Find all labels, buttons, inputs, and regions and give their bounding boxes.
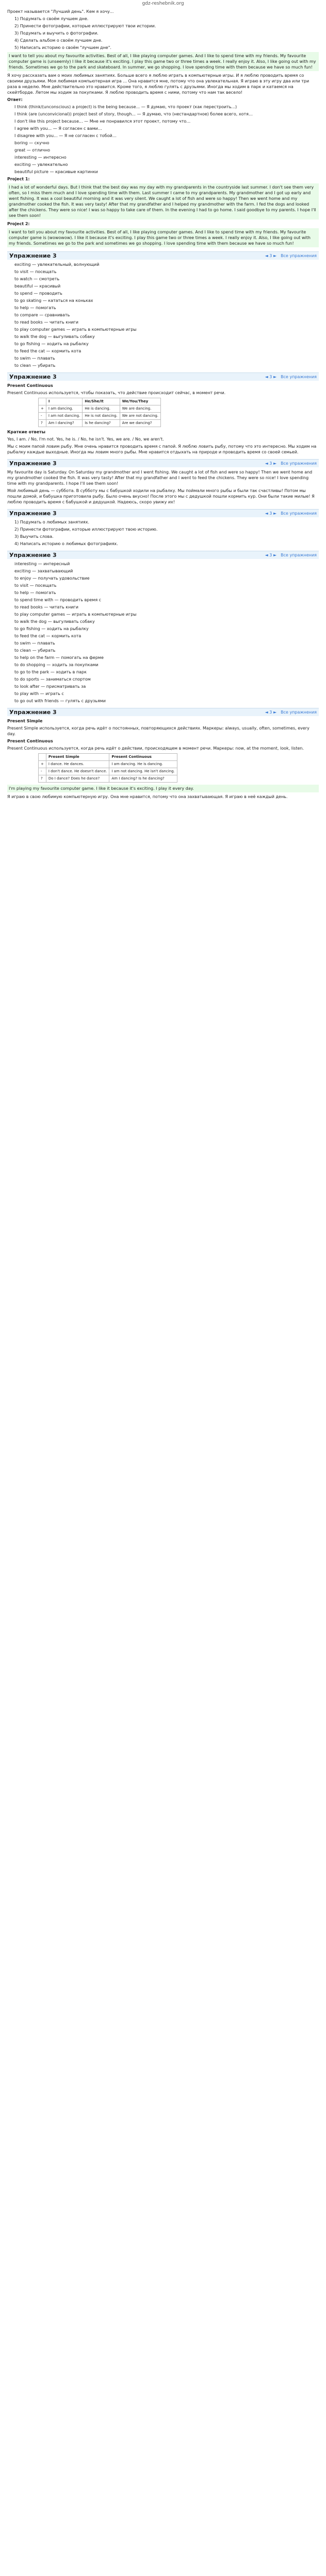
table-cell: I am not dancing. — [46, 413, 82, 420]
plan-item: 5) Написать историю о своём "лучшем дне". — [14, 45, 111, 50]
pagination[interactable]: ◄ 3 ► — [265, 461, 277, 466]
exercise-header — [7, 551, 319, 559]
exercise-header — [7, 459, 319, 467]
word-item: to spend time with — проводить время с — [14, 598, 102, 602]
word-item: to play with — играть с — [14, 691, 64, 696]
dialog-line: beautiful picture — красивые картинки — [14, 170, 98, 174]
word-item: to read books — читать книги — [14, 605, 78, 609]
project2-title: Project 2: — [7, 222, 30, 226]
list-item: 3) Выучить слова. — [14, 534, 54, 539]
word-item: to visit — посещать — [14, 269, 57, 274]
word-item: to help — помогать — [14, 306, 56, 310]
plan-list — [7, 16, 319, 50]
exercise-header — [7, 251, 319, 260]
pagination[interactable]: ◄ 3 ► — [265, 553, 277, 557]
pagination[interactable]: ◄ 3 ► — [265, 375, 277, 379]
table-header — [39, 398, 46, 405]
word-item: to walk the dog — выгуливать собаку — [14, 334, 95, 339]
word-item: to swim — плавать — [14, 356, 55, 361]
table-cell: I am dancing. He is dancing. — [109, 761, 177, 768]
table-cell: - — [39, 413, 46, 420]
table-cell: Do I dance? Does he dance? — [46, 775, 109, 783]
dialog-line: I disagree with you... — Я не согласен с тобой… — [14, 133, 117, 138]
table-cell: He is not dancing. — [83, 413, 120, 420]
word-item: to go skating — кататься на коньках — [14, 298, 93, 303]
dialog-line: boring — скучно — [14, 141, 50, 145]
pagination[interactable]: ◄ 3 ► — [265, 511, 277, 516]
story2-en: My favourite day is Saturday. On Saturday my grandmother and I went fishing. We caught a lot of fish and were so happy! Then we went home and my grandmother cooked the fish. It was very tasty! After that my grandfather and I went to feed the chickens. They were so nice! I love spending time with my grandparents. I hope I'll see them soon! — [7, 470, 313, 486]
table-row — [39, 413, 161, 420]
all-exercises-link[interactable]: Все упражнения — [281, 553, 317, 557]
story1-en: I want to tell you about my favourite activities. Best of all, I like playing computer games. And I like to spend time with my friends. My favourite computer game is (unseemly) I like it because it's exciting. I play this game two or three times a week. I really enjoy it. Also, I like going out with my friends. Sometimes we go to the park and skateboard. In summer, we go shopping. I love spending time with them because we have so much fun! — [7, 52, 319, 71]
page — [0, 0, 326, 800]
simple-title: Present Simple — [7, 719, 43, 723]
table-cell: + — [39, 761, 46, 768]
word-item: to go fishing — ходить на рыбалку — [14, 626, 89, 631]
table-cell: ? — [39, 420, 46, 427]
exercise-header — [7, 708, 319, 716]
table-cell: + — [39, 405, 46, 413]
word-item: to play computer games — играть в компьютерные игры — [14, 612, 137, 617]
word-item: interesting — интересный — [14, 562, 70, 566]
word-item: exciting — увлекательный, волнующий — [14, 262, 100, 267]
dialog-line: interesting — интересно — [14, 155, 67, 160]
table-header: Present Simple — [46, 754, 109, 761]
table-header: He/She/It — [83, 398, 120, 405]
table-cell: ? — [39, 775, 46, 783]
table-cell: I am dancing. — [46, 405, 82, 413]
table-cell: Is he dancing? — [83, 420, 120, 427]
table-row — [39, 761, 177, 768]
list-item: 1) Подумать о любимых занятиях. — [14, 520, 89, 524]
table-row — [39, 405, 161, 413]
word-item: to watch — смотреть — [14, 277, 60, 281]
table-cell: He is dancing. — [83, 405, 120, 413]
all-exercises-link[interactable]: Все упражнения — [281, 253, 317, 258]
table-cell: Am I dancing? Is he dancing? — [109, 775, 177, 783]
plan-item: 2) Принести фотографии, которые иллюстрируют твои истории. — [14, 24, 156, 28]
plan-item: 1) Подумать о своём лучшем дне. — [14, 16, 89, 21]
word-item: to compare — сравнивать — [14, 313, 70, 317]
table-cell: Are we dancing? — [120, 420, 160, 427]
plan-item: 4) Сделать альбом о своём лучшем дне. — [14, 38, 103, 43]
cont-text: Present Continuous используется, когда речь идёт о действии, происходящем в момент речи. Маркеры: now, at the moment, look, listen. — [7, 746, 304, 751]
word-item: to clean — убирать — [14, 363, 56, 368]
all-exercises-link[interactable]: Все упражнения — [281, 461, 317, 466]
exercise-title: Упражнение 3 — [9, 510, 57, 517]
project1-title: Project 1: — [7, 177, 30, 181]
table-cell: I don't dance. He doesn't dance. — [46, 768, 109, 775]
list-item: 2) Принести фотографии, которые иллюстрируют твою историю. — [14, 527, 158, 532]
grammar-table-2 — [38, 753, 177, 783]
story2-ru: Мой любимый день — суббота. В субботу мы с бабушкой ходили на рыбалку. Мы поймали много рыбы и были так счастливы! Потом мы пошли домой, и бабушка приготовила рыбу. Было очень вкусно! После этого мы с дедушкой пошли кормить кур. Они были такие милые! Я люблю проводить время с бабушкой и дедушкой. Надеюсь, скоро увижу их! — [7, 488, 315, 504]
exercise-header — [7, 372, 319, 381]
translation-block: Мы с моим папой ловим рыбу. Мне очень нравится проводить время с папой. Я люблю ловить рыбу, потому что это интересно. Мы ходим на рыбалку каждые выходные. Иногда мы ловим много рыбы. Мне нравится отдыхать на природе и проводить время со своей семьей. — [7, 444, 317, 454]
table-header — [39, 754, 46, 761]
word-item: to go out with friends — гулять с друзьями — [14, 699, 106, 703]
table-header-row — [39, 398, 161, 405]
word-item: to visit — посещать — [14, 583, 57, 588]
table-cell: Am I dancing? — [46, 420, 82, 427]
short-answers: Yes, I am. / No, I'm not. Yes, he is. / No, he isn't. Yes, we are. / No, we aren't. — [7, 437, 164, 442]
word-item: exciting — захватывающий — [14, 569, 73, 573]
pagination[interactable]: ◄ 3 ► — [265, 253, 277, 258]
word-item: to clean — убирать — [14, 648, 56, 653]
ex3d-end-en: I'm playing my favourite computer game. I like it because it's exciting. I play it every day. — [7, 785, 319, 792]
dialog-line: I think (are (unconvicional)) project best of story, though... — Я думаю, что (нестандартное) более всего, хотя… — [14, 112, 253, 116]
table-cell: We are dancing. — [120, 405, 160, 413]
task-intro: Проект называется "Лучший день". Кем я хочу... — [7, 9, 114, 14]
ex3-words — [7, 262, 319, 368]
word-item: to feed the cat — кормить кота — [14, 634, 82, 638]
site-watermark: gdz-reshebnik.org — [142, 1, 184, 6]
word-item: to help on the farm — помогать на ферме — [14, 655, 104, 660]
word-item: to walk the dog — выгуливать собаку — [14, 619, 95, 624]
list-item: 4) Написать историю о любимых фотографиях. — [14, 541, 118, 546]
story1-ru: Я хочу рассказать вам о моих любимых занятиях. Больше всего я люблю играть в компьютерные игры. И я люблю проводить время со своими друзьями. Моя любимая компьютерная игра ... Она нравится мне, потому что она увлекательная. Я играю в эту игру два или три раза в неделю. Мне действительно это нравится. Кроме того, я люблю гулять с друзьями. Иногда мы ходим в парк и катаемся на скейтборде. Летом мы ходим за покупками. Я люблю проводить время с ними, потому что нам так весело! — [7, 73, 309, 95]
table-row — [39, 768, 177, 775]
word-item: to enjoy — получать удовольствие — [14, 576, 90, 581]
dialog-line: I don't like this project because... — Мне не понравился этот проект, потому что… — [14, 119, 191, 124]
word-item: to go fishing — ходить на рыбалку — [14, 342, 89, 346]
ex3c-words — [7, 561, 319, 704]
all-exercises-link[interactable]: Все упражнения — [281, 375, 317, 379]
table-cell: We are not dancing. — [120, 413, 160, 420]
project1-text: I had a lot of wonderful days. But I think that the best day was my day with my grandparents in the countryside last summer. I don't see them very often, so I miss them much and I love spending time with them. Last summer I came to my grandparents. My grandmother and I got up early and went fishing. It was a cool beautiful morning and it was very silent. We caught a lot of fish and were so happy! Then we went home and my grandmother cooked the fish. It was very tasty! After that my grandfather and I helped my grandmother with the farm. I fed the dogs and looked after the chickens. They were so nice! I was so happy to take care of them. In the evening I had to go home. I said goodbye to my parents. I hope I'll see them soon! — [7, 183, 319, 219]
dialog-line: great — отлично — [14, 148, 50, 152]
table-header: I — [46, 398, 82, 405]
word-item: to help — помогать — [14, 590, 56, 595]
exercise-header — [7, 509, 319, 517]
word-item: to look after — присматривать за — [14, 684, 86, 689]
table-cell: I dance. He dances. — [46, 761, 109, 768]
project2-text: I want to tell you about my favourite activities. Best of all, I like playing computer games. And I like to spend time with my friends. My favourite computer game is (wowowow). I like it because it's exciting. I play this game two or three times a week. I really enjoy it. Also, I like going out with my friends. Sometimes we go to the park and sometimes we go shopping. I love spending time with them because we have so much fun! — [7, 228, 319, 247]
table-row — [39, 420, 161, 427]
word-item: to do shopping — ходить за покупками — [14, 663, 99, 667]
answer-label: Ответ: — [7, 97, 23, 102]
dialog-lines — [7, 104, 319, 175]
exercise-title: Упражнение 3 — [9, 374, 57, 380]
exercise-title: Упражнение 3 — [9, 552, 57, 558]
cont-title: Present Continuous — [7, 739, 53, 743]
dialog-line: exciting — увлекательно — [14, 162, 68, 167]
exercise-title: Упражнение 3 — [9, 709, 57, 716]
exercise-title: Упражнение 3 — [9, 252, 57, 259]
table-cell: I am not dancing. He isn't dancing. — [109, 768, 177, 775]
grammar-table-1 — [38, 398, 161, 427]
pagination[interactable]: ◄ 3 ► — [265, 710, 277, 715]
table-row — [39, 775, 177, 783]
all-exercises-link[interactable]: Все упражнения — [281, 511, 317, 516]
table-cell: - — [39, 768, 46, 775]
word-item: to feed the cat — кормить кота — [14, 349, 82, 353]
word-item: to spend — проводить — [14, 291, 62, 296]
ex3d-end-ru: Я играю в свою любимую компьютерную игру. Она мне нравится, потому что она захватывающая. Я играю в неё каждый день. — [7, 794, 288, 799]
word-item: to go to the park — ходить в парк — [14, 670, 87, 674]
word-item: to swim — плавать — [14, 641, 55, 646]
table-header: Present Continuous — [109, 754, 177, 761]
exercise-title: Упражнение 3 — [9, 460, 57, 467]
dialog-line: I agree with you... — Я согласен с вами… — [14, 126, 102, 131]
ex3b-list — [7, 519, 319, 547]
short-answers-title: Краткие ответы — [7, 430, 46, 434]
word-item: to play computer games — играть в компьютерные игры — [14, 327, 137, 332]
grammar-title: Present Continuous — [7, 383, 53, 388]
table-header-row — [39, 754, 177, 761]
word-item: to do sports — заниматься спортом — [14, 677, 91, 682]
dialog-line: I think (think/(unconscious) a project) is the being because... — Я думаю, что проект (как перестроить...) — [14, 105, 237, 109]
plan-item: 3) Подумать и выучить о фотографии. — [14, 31, 99, 36]
word-item: to read books — читать книги — [14, 320, 78, 325]
grammar-text: Present Continuous используется, чтобы показать, что действие происходит сейчас, в момент речи. — [7, 391, 226, 395]
simple-text: Present Simple используется, когда речь идёт о постоянных, повторяющихся действиях. Маркеры: always, usually, often, sometimes, every day. — [7, 726, 309, 736]
all-exercises-link[interactable]: Все упражнения — [281, 710, 317, 715]
word-item: beautiful — красивый — [14, 284, 61, 289]
table-header: We/You/They — [120, 398, 160, 405]
